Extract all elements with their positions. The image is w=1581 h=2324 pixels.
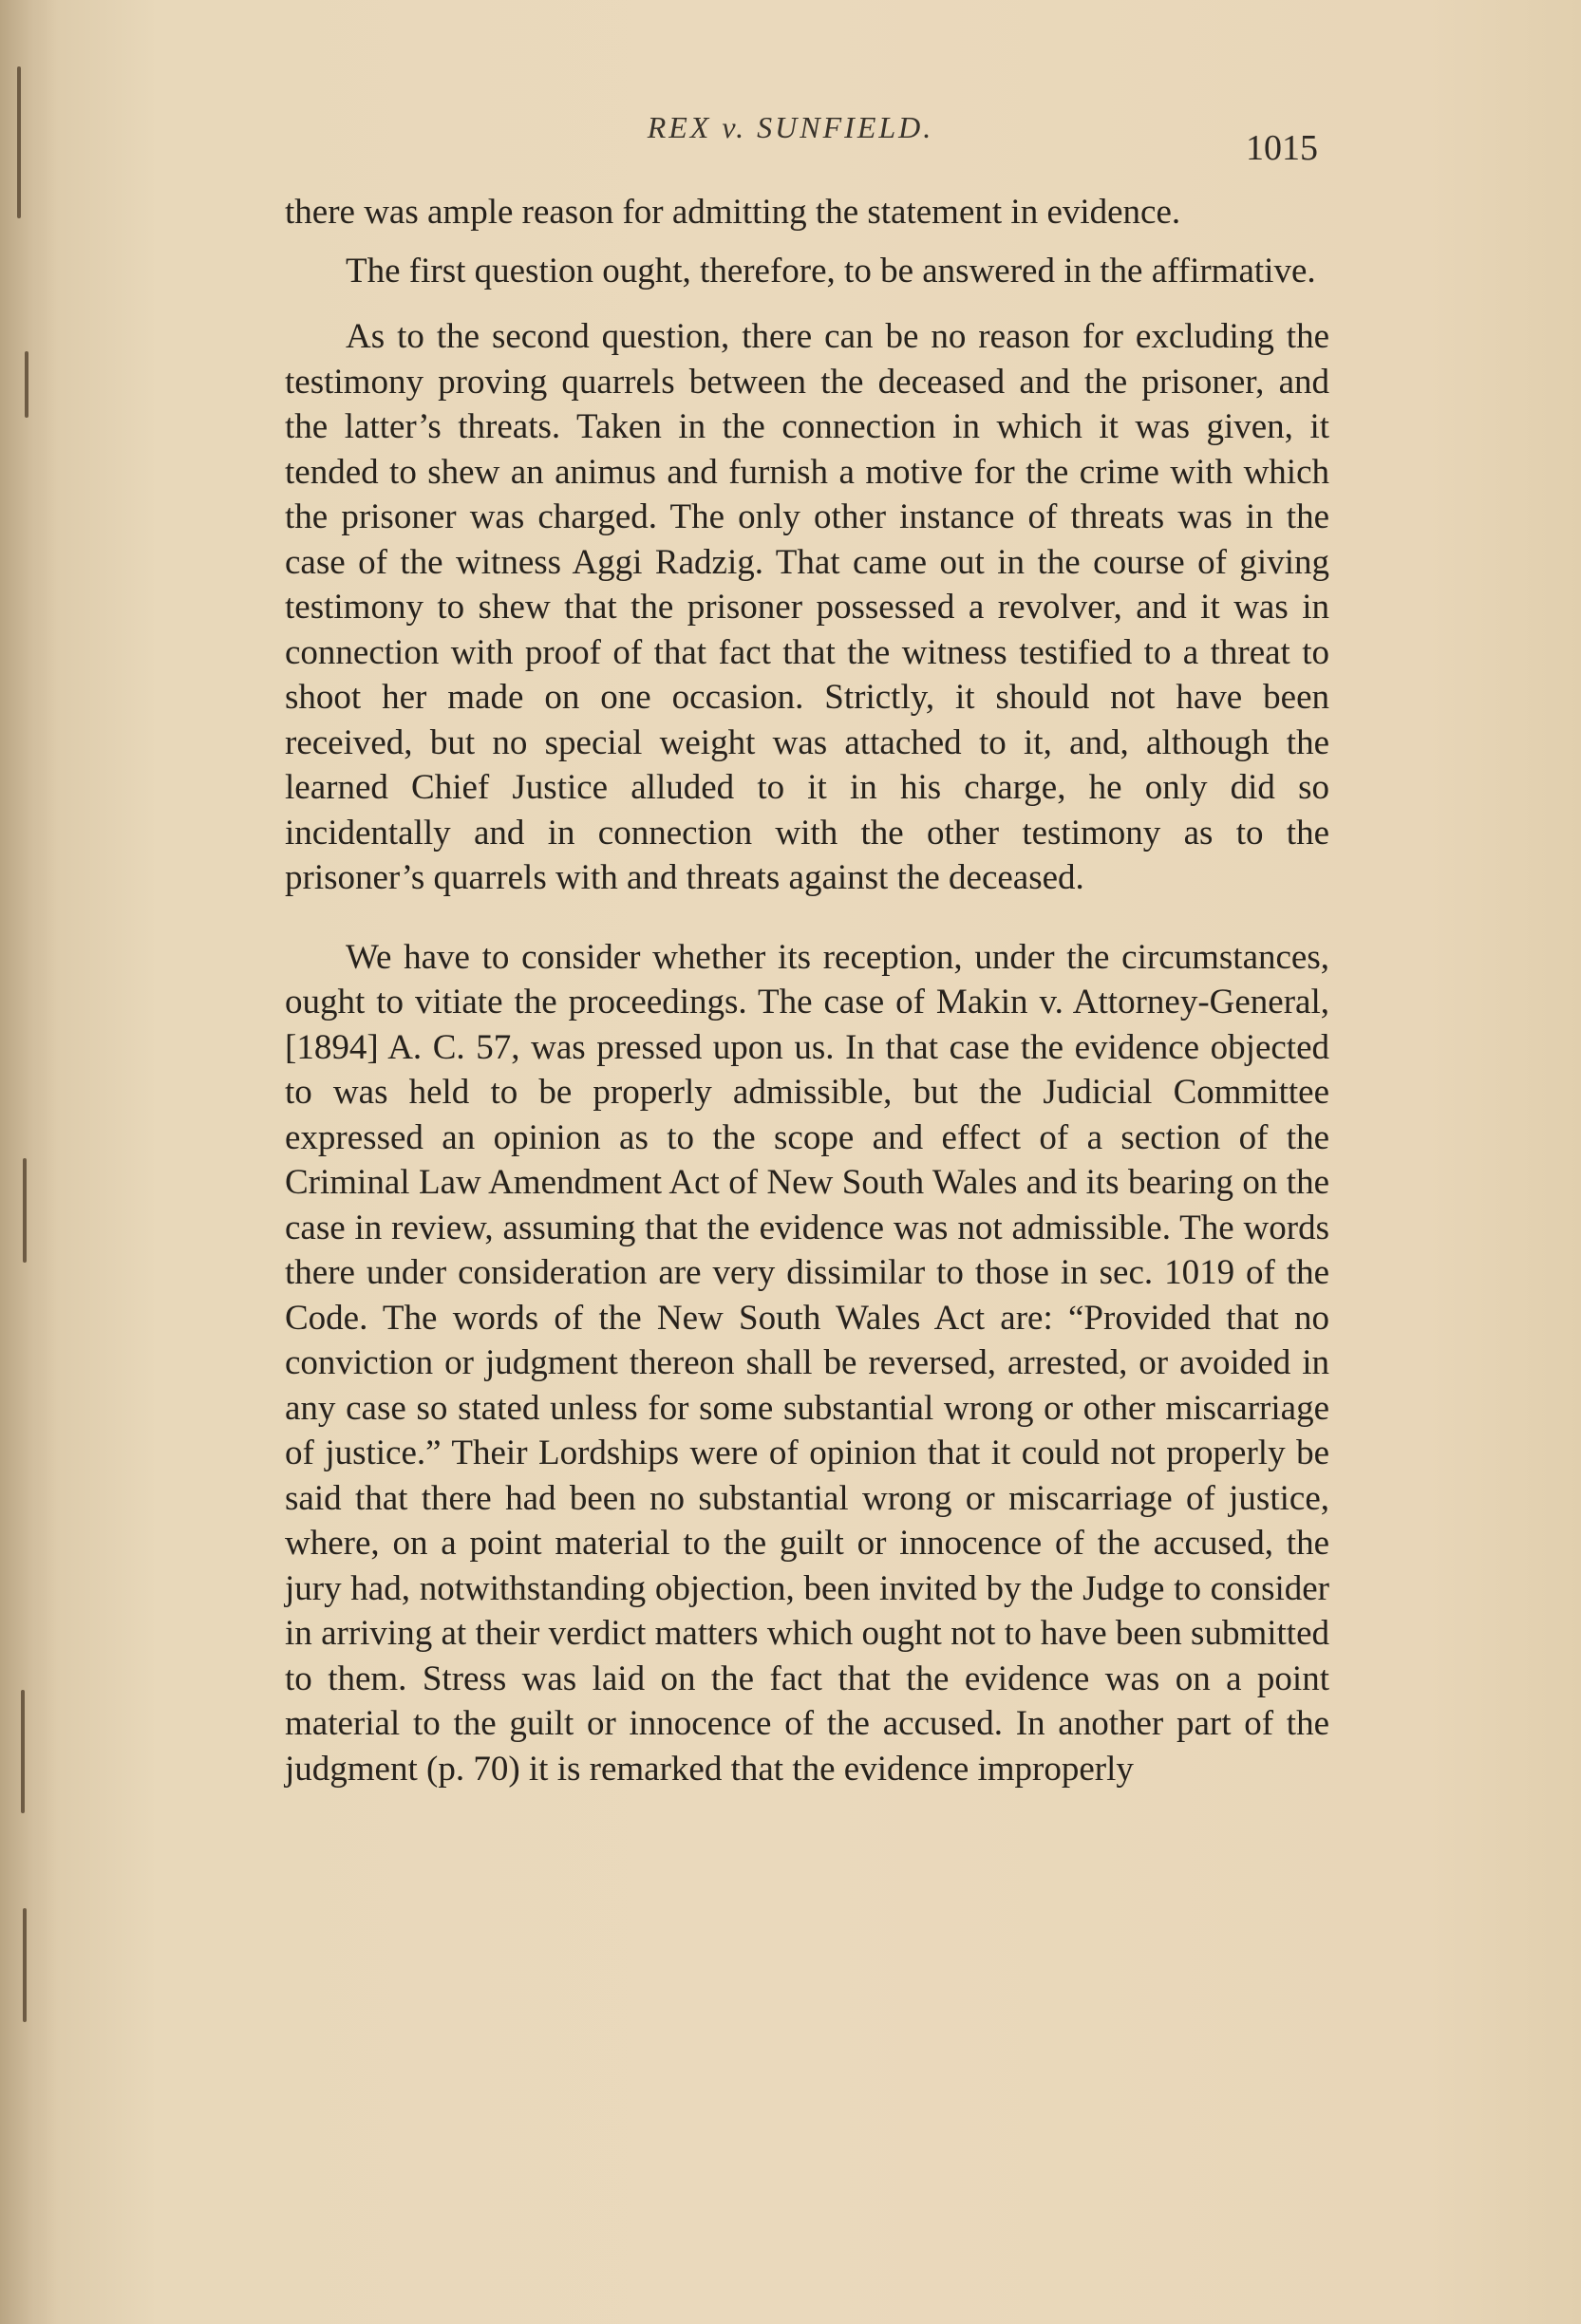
binding-mark [21,1690,25,1813]
binding-mark [25,351,28,418]
page-gutter [0,0,57,2324]
paragraph: there was ample reason for admitting the statement in evidence. [285,193,1181,232]
running-head: REX v. SUNFIELD. [647,110,934,144]
paragraph: As to the second question, there can be no reason for excluding the testimony proving quarrels between the deceased and the prisoner, and the latter’s threats. Taken in the connection in which it was given, it tended to shew an animus and furnish a motive for the crime with which the prisoner was charged. The only other instance of threats was in the case of the witness Aggi Radzig. That came out in the course of giving testimony to shew that the prisoner possessed a revolver, and it was in connection with proof of that fact that the witness testified to a threat to shoot her made on one occasion. Strictly, it should not have been received, but no special weight was attached to it, and, although the learned Chief Justice alluded to it in his charge, he only did so incidentally and in connection with the other testimony as to the prisoner’s quarrels with and threats against the deceased. [285,317,1329,897]
paragraph: We have to consider whether its reception, under the circumstances, ought to vitiate the proceedings. The case of Makin v. Attorney-General, [1894] A. C. 57, was pressed upon us. In that case the evidence objected to was held to be properly admissible, but the Judicial Committee expressed an opinion as to the scope and effect of a section of the Criminal Law Amendment Act of New South Wales and its bearing on the case in review, assuming that the evidence was not admissible. The words there under consideration are very dissimilar to those in sec. 1019 of the Code. The words of the New South Wales Act are: “Provided that no conviction or judgment thereon shall be reversed, arrested, or avoided in any case so stated unless for some substantial wrong or other miscarriage of justice.” Their Lordships were of opinion that it could not properly be said that there had been no substantial wrong or miscarriage of justice, where, on a point material to the guilt or innocence of the accused, the jury had, notwithstanding objection, been invited by the Judge to consider in arriving at their verdict matters which ought not to have been submitted to them. Stress was laid on the fact that the evidence was on a point material to the guilt or innocence of the accused. In another part of the judgment (p. 70) it is remarked that the evidence improperly [285,937,1329,1789]
paragraph: The first question ought, therefore, to be answered in the affirmative. [346,251,1316,290]
page-number: 1015 [1246,128,1318,168]
body-text [285,190,1329,1791]
binding-mark [23,1158,27,1263]
binding-mark [23,1908,27,2022]
